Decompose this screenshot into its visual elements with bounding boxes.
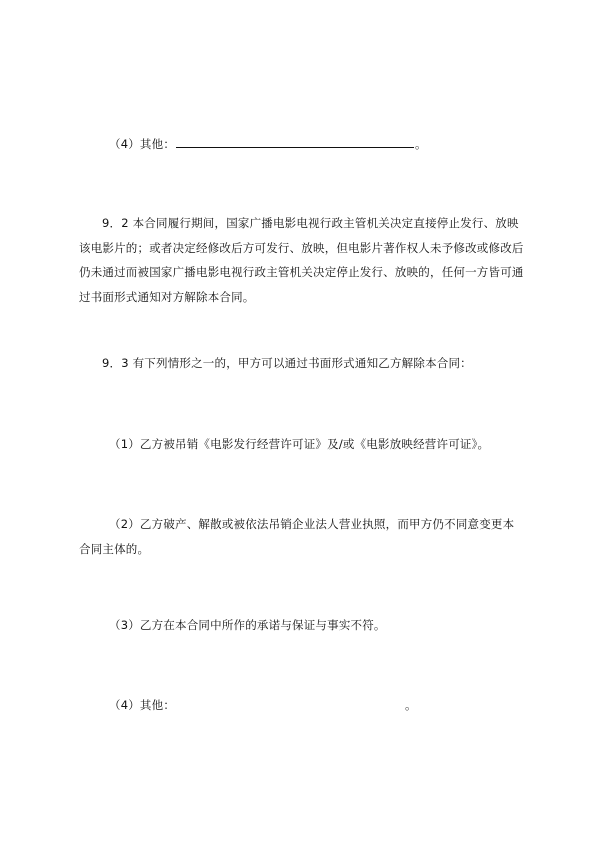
other-clause-bottom <box>109 693 524 718</box>
other-clause-period: 。 <box>415 137 427 151</box>
clause-9-3: 9．3 有下列情形之一的，甲方可以通过书面形式通知乙方解除本合同： <box>102 356 472 370</box>
item-3: （3）乙方在本合同中所作的承诺与保证与事实不符。 <box>109 618 386 632</box>
other-clause-label: （4）其他： <box>109 698 176 712</box>
fill-in-blank <box>176 699 404 709</box>
clause-9-2: 9．2 本合同履行期间，国家广播电影电视行政主管机关决定直接停止发行、放映该电影片的；或者决定经修改后方可发行、放映，但电影片著作权人未予修改或修改后仍未通过而被国家广播电影电视行政主管机关决定停止发行、放映的，任何一方皆可通过书面形式通知对方解除本合同。 <box>79 216 524 304</box>
other-clause-label: （4）其他： <box>109 137 176 151</box>
other-clause-period: 。 <box>405 698 417 712</box>
item-1: （1）乙方被吊销《电影发行经营许可证》及/或《电影放映经营许可证》。 <box>109 437 490 451</box>
item-2: （2）乙方破产、解散或被依法吊销企业法人营业执照，而甲方仍不同意变更本合同主体的。 <box>79 517 515 556</box>
other-clause-top <box>109 132 524 157</box>
fill-in-blank-line <box>176 137 414 148</box>
